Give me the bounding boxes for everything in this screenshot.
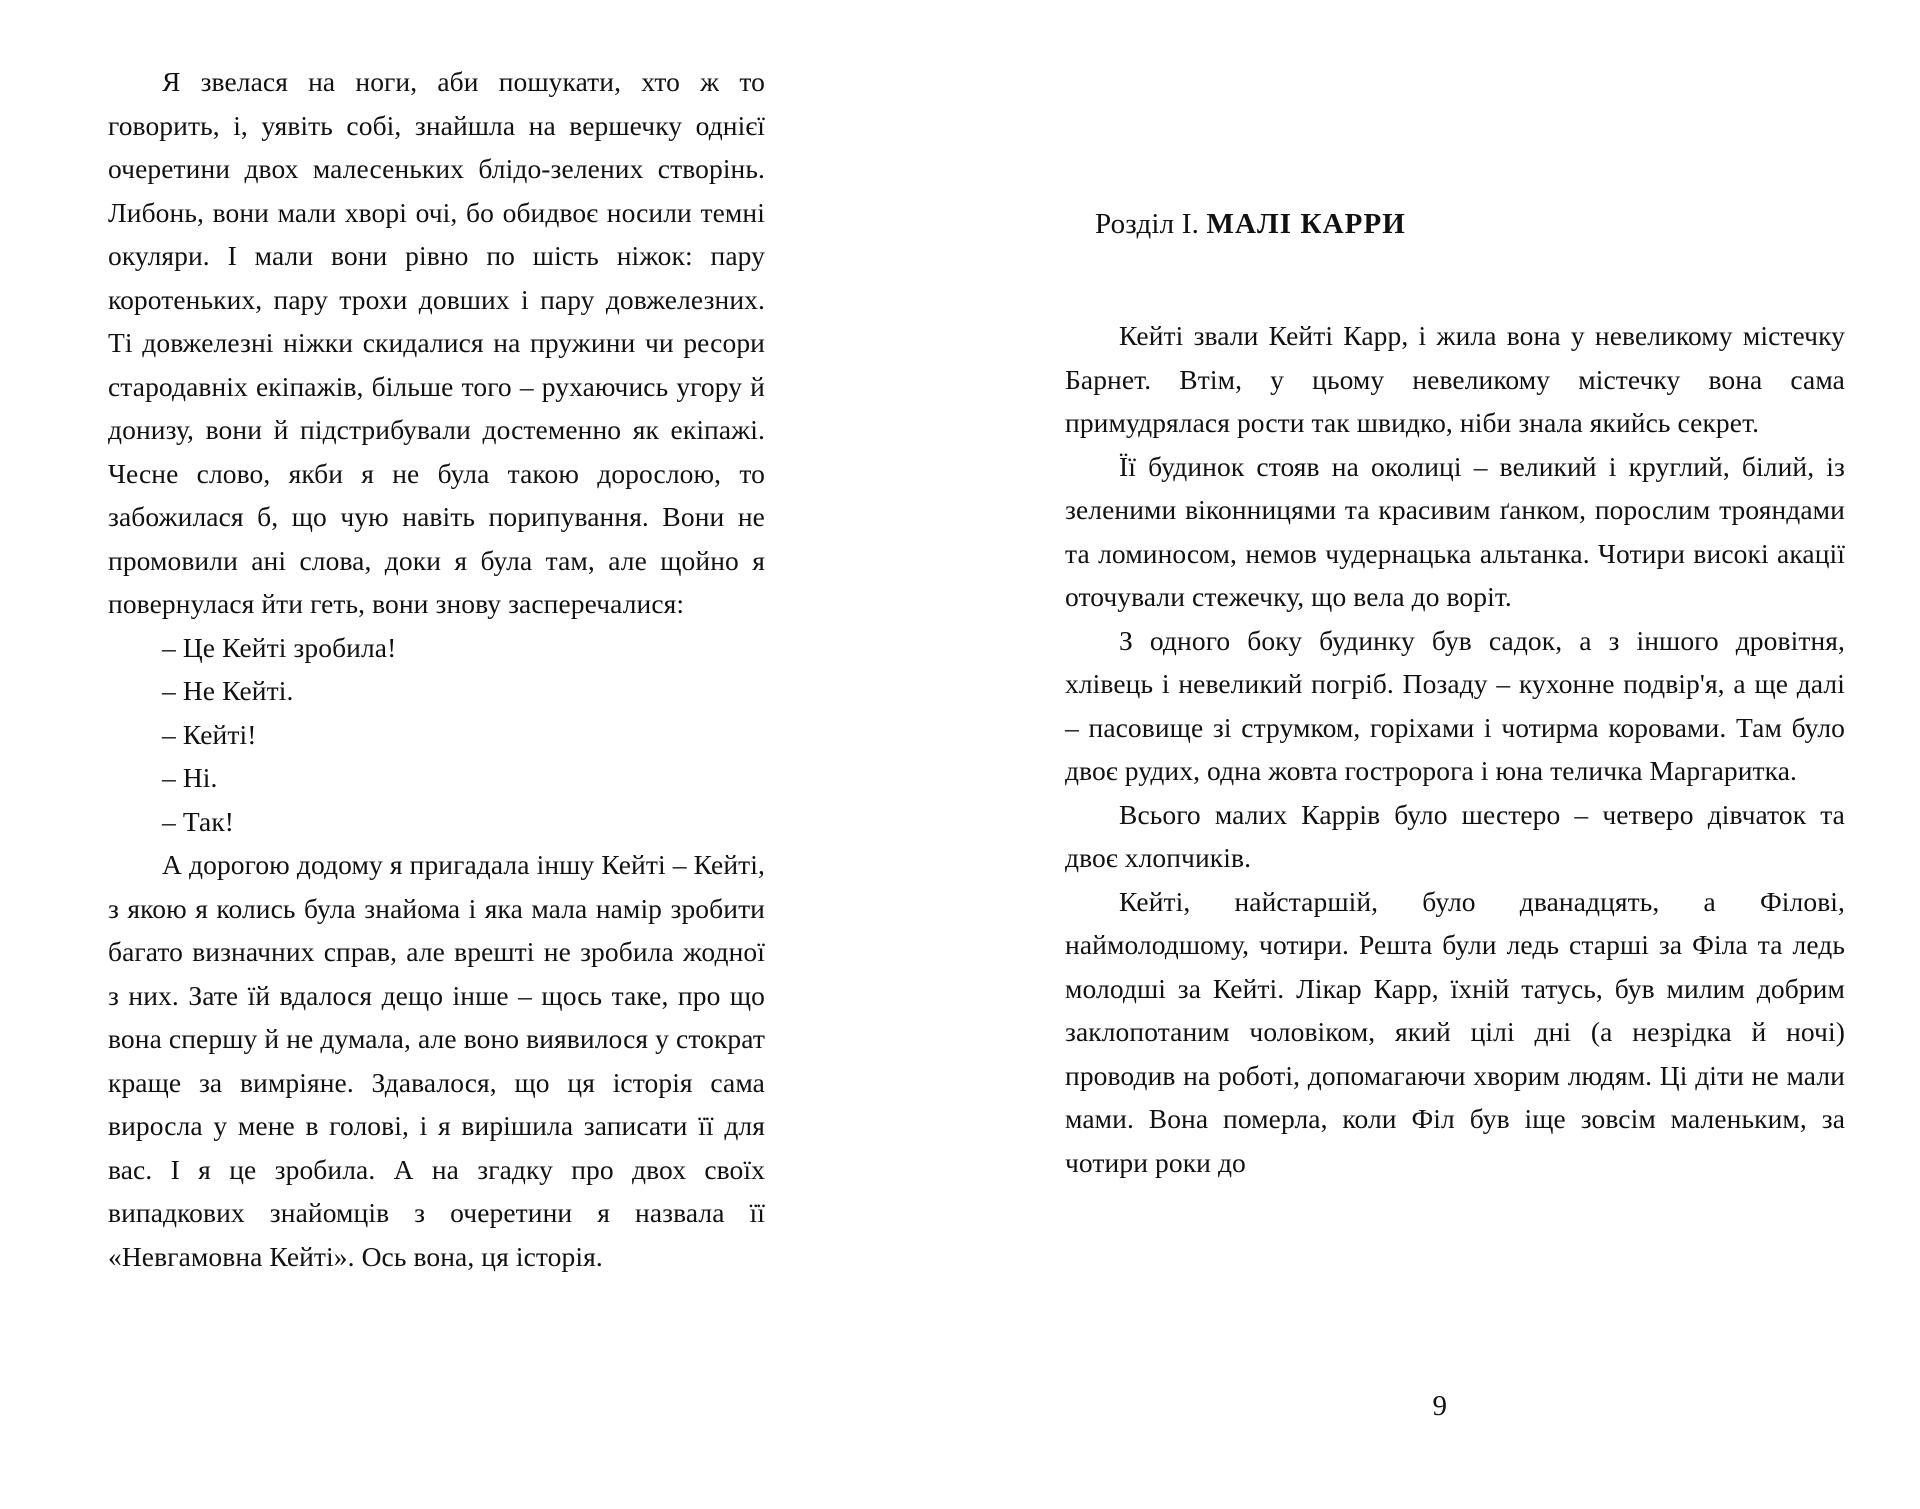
paragraph: Всього малих Каррів було шестеро – четверо дівчаток та двоє хлопчиків. (1065, 798, 1845, 873)
dialogue-line: – Не Кейті. (162, 675, 294, 706)
chapter-title-gap (1065, 246, 1845, 314)
chapter-name-label: МАЛІ КАРРИ (1206, 208, 1406, 240)
chapter-heading (1065, 202, 1845, 246)
dialogue-line: – Це Кейті зробила! (162, 631, 397, 663)
dialogue-line: – Кейті! (162, 718, 257, 750)
paragraph: Я звелася на ноги, аби пошукати, хто ж то говорить, і, уявіть собі, знайшла на вершечку однієї очеретини двох малесеньких блідо-зелених створінь. Либонь, вони мали хворі очі, бо обидвоє носили темні окуляри. І мали вони рівно по шість ніжок: пару коротеньких, пару трохи довших і пару довжелезних. Ті довжелезні ніжки скидалися на пружини чи ресори стародавніх екіпажів, більше того – рухаючись угору й донизу, вони й підстрибували достеменно як екіпажі. Чесне слово, якби я не була такою дорослою, то забожилася б, що чую навіть порипування. Вони не промовили ані слова, доки я була там, але щойно я повернулася йти геть, вони знову засперечалися: (108, 66, 765, 619)
right-page (960, 0, 1920, 1509)
paragraph: Кейті, найстаршій, було дванадцять, а Філові, наймолодшому, чотири. Решта були ледь старші за Філа та ледь молодші за Кейті. Лікар Карр, їхній татусь, був милим добрим заклопотаним чоловіком, який цілі дні (а незрідка й ночі) проводив на роботі, допомагаючи хворим людям. Ці діти не мали мами. Вона померла, коли Філ був іще зовсім маленьким, за чотири роки до (1065, 885, 1845, 1178)
page-number: 9 (1432, 1390, 1448, 1422)
paragraph: А дорогою додому я пригадала іншу Кейті – Кейті, з якою я колись була знайома і яка мала намір зробити багато визначних справ, але врешті не зробила жодної з них. Зате їй вдалося дещо інше – щось таке, про що вона спершу й не думала, але воно виявилося у стократ краще за вимріяне. Здавалося, що ця історія сама виросла у мене в голові, і я вирішила записати її для вас. І я це зробила. А на згадку про двох своїх випадкових знайомців з очеретини я назвала її «Невгамовна Кейті». Ось вона, ця історія. (108, 849, 765, 1272)
paragraph: Її будинок стояв на околиці – великий і круглий, білий, із зеленими віконницями та красивим ґанком, порослим трояндами та ломиносом, немов чудернацька альтанка. Чотири високі акації оточували стежечку, що вела до воріт. (1065, 450, 1845, 612)
left-page-textblock (108, 60, 765, 1278)
dialogue-line: – Так! (162, 805, 235, 837)
dialogue-line: – Ні. (162, 762, 218, 793)
chapter-number-label: Розділ I. (1095, 208, 1200, 240)
paragraph: Кейті звали Кейті Карр, і жила вона у невеликому містечку Барнет. Втім, у цьому невеликому містечку вона сама примудрялася рости так швидко, ніби знала якийсь секрет. (1065, 320, 1845, 438)
right-page-textblock (1065, 314, 1845, 1184)
paragraph: З одного боку будинку був садок, а з іншого дровітня, хлівець і невеликий погріб. Позаду – кухонне подвір'я, а ще далі – пасовище зі струмком, горіхами і чотирма коровами. Там було двоє рудих, одна жовта гостророга і юна теличка Маргаритка. (1065, 624, 1845, 786)
chapter-top-spacer (1065, 60, 1845, 202)
